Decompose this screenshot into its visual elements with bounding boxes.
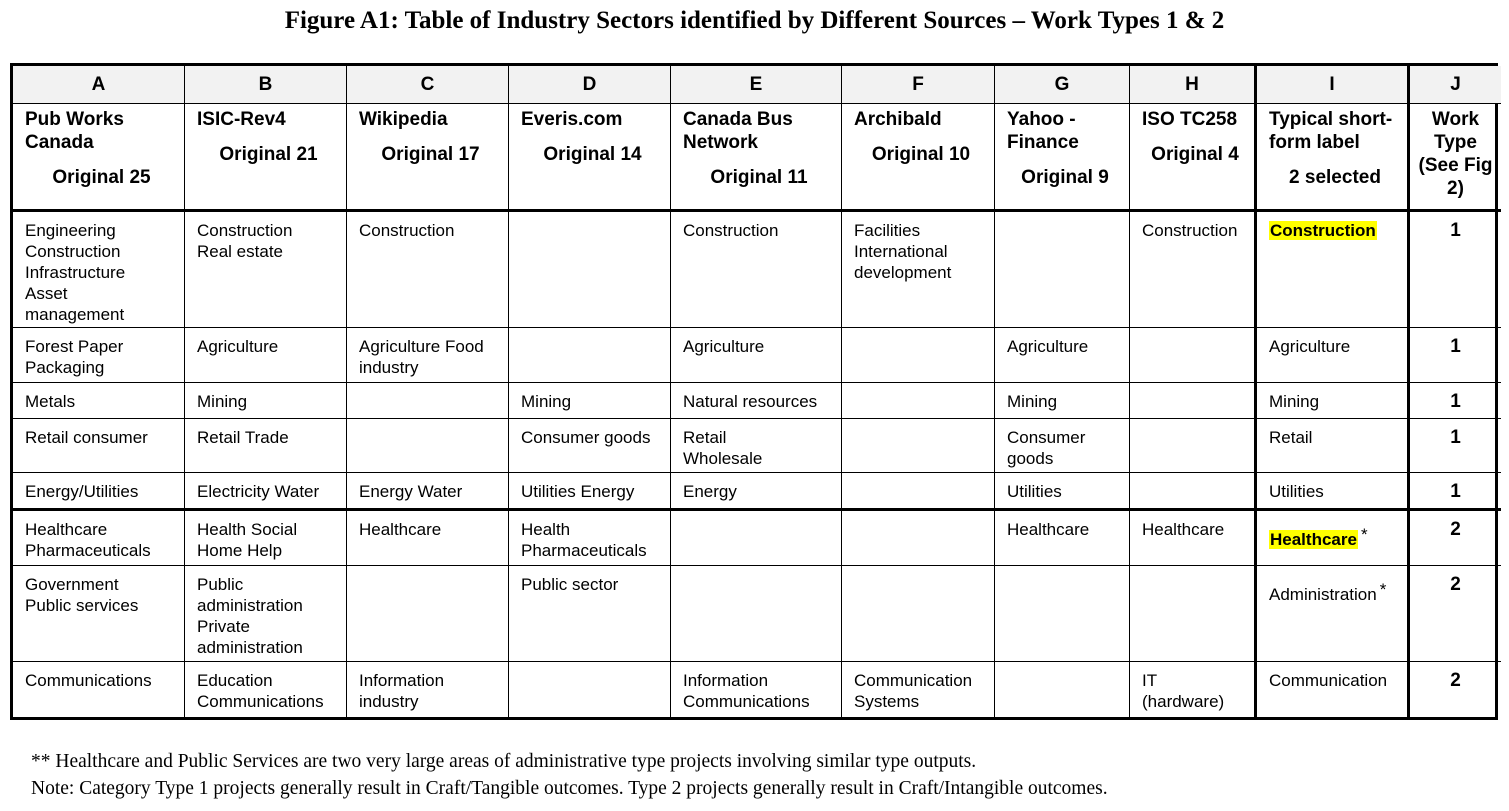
cell-line: IT [1142,671,1158,690]
cell-line: Agriculture [683,337,765,356]
table-cell-e [671,473,842,511]
table-cell-b [185,511,347,566]
table-cell-g [995,511,1130,566]
table-cell-c [347,473,509,511]
column-header-d [509,104,671,212]
short-form-label: Utilities [1269,482,1324,501]
cell-line: Facilities [854,221,921,240]
table-cell-f [842,662,995,720]
cell-line: industry [359,692,419,711]
column-header-i [1257,104,1410,212]
table-cell-a [13,473,185,511]
cell-line: Retail [683,428,727,447]
table-cell-d [509,473,671,511]
cell-line: management [25,305,125,324]
cell-line: Health Social [197,520,298,539]
column-subtitle: 2 selected [1289,167,1381,188]
table-cell-e [671,212,842,328]
cell-line: Healthcare [25,520,108,539]
short-form-label: Construction [1270,221,1376,240]
cell-line: Pharmaceuticals [521,541,647,560]
table-cell-d [509,419,671,473]
table-cell-e [671,328,842,383]
cell-line: Construction [359,221,455,240]
table-cell-j: 1 [1410,212,1501,328]
short-form-label: Agriculture [1269,337,1351,356]
table-cell-f [842,511,995,566]
table-cell-b [185,328,347,383]
cell-line: Forest Paper [25,337,124,356]
cell-line: Engineering [25,221,116,240]
column-subtitle: Original 14 [543,144,642,165]
note-categories [31,775,1491,802]
column-letter-b: B [185,66,347,104]
column-subtitle: Original 9 [1021,167,1109,188]
cell-line: Energy [683,482,737,501]
cell-line: Private [197,617,250,636]
table-cell-e [671,383,842,419]
cell-line: Information [683,671,769,690]
table-cell-g [995,328,1130,383]
cell-line: Communications [25,671,152,690]
table-cell-c [347,566,509,662]
cell-line: Consumer [1007,428,1086,447]
table-cell-a [13,383,185,419]
table-cell-h [1130,328,1257,383]
table-cell-h [1130,566,1257,662]
table-cell-c [347,511,509,566]
table-cell-f [842,212,995,328]
table-cell-h [1130,212,1257,328]
table-cell-g [995,566,1130,662]
column-letter-a: A [13,66,185,104]
table-cell-f [842,383,995,419]
cell-line: Public services [25,596,139,615]
cell-line: Mining [1007,392,1058,411]
short-form-label: Retail [1269,428,1313,447]
footnote-marker: * [1360,525,1368,544]
table-cell-g [995,419,1130,473]
table-cell-d [509,212,671,328]
table-cell-c [347,212,509,328]
table-cell-a [13,566,185,662]
cell-line: Public sector [521,575,619,594]
column-header-c [347,104,509,212]
table-cell-e [671,419,842,473]
column-header-a [13,104,185,212]
column-name: ISIC-Rev4 [197,109,286,130]
column-subtitle: Original 25 [52,167,151,188]
cell-line: industry [359,358,419,377]
table-cell-e [671,566,842,662]
column-letter-c: C [347,66,509,104]
table-cell-j: 1 [1410,328,1501,383]
table-cell-f [842,473,995,511]
cell-line: Construction [1142,221,1238,240]
table-cell-g [995,473,1130,511]
column-subtitle: Original 21 [219,144,318,165]
cell-line: Energy Water [359,482,463,501]
cell-line: Retail consumer [25,428,148,447]
column-name: Pub Works Canada [25,109,124,153]
table-cell-f [842,328,995,383]
table-cell-i [1257,473,1410,511]
cell-line: goods [1007,449,1054,468]
table-cell-i [1257,328,1410,383]
table-cell-i [1257,419,1410,473]
table-cell-i [1257,662,1410,720]
table-cell-h [1130,419,1257,473]
column-name: Everis.com [521,109,623,130]
cell-line: Communication [854,671,973,690]
table-cell-h [1130,383,1257,419]
table-cell-j: 1 [1410,473,1501,511]
column-name: ISO TC258 [1142,109,1238,130]
cell-line: Real estate [197,242,283,261]
cell-line: Information [359,671,445,690]
column-name: Yahoo - Finance [1007,109,1079,153]
cell-line: administration [197,596,303,615]
short-form-label: Mining [1269,392,1320,411]
cell-line: Healthcare [1142,520,1225,539]
cell-line: Mining [521,392,572,411]
column-header-f [842,104,995,212]
table-cell-a [13,662,185,720]
column-letter-f: F [842,66,995,104]
cell-line: Healthcare [1007,520,1090,539]
table-cell-g [995,383,1130,419]
column-letter-d: D [509,66,671,104]
cell-line: Utilities [1007,482,1062,501]
column-letter-i: I [1257,66,1410,104]
cell-line: Packaging [25,358,105,377]
table-cell-b [185,212,347,328]
table-cell-g [995,662,1130,720]
table-cell-j: 1 [1410,383,1501,419]
cell-line: (hardware) [1142,692,1225,711]
note-label: Note [31,778,69,799]
table-cell-d [509,511,671,566]
cell-line: Government [25,575,119,594]
table-cell-i [1257,511,1410,566]
column-letter-h: H [1130,66,1257,104]
note-footnote: ** Healthcare and Public Services are two very large areas of administrative type projects involving similar type outputs. [31,751,977,772]
column-subtitle: Original 10 [871,144,971,165]
table-cell-a [13,328,185,383]
table-cell-h [1130,511,1257,566]
table-cell-g [995,212,1130,328]
cell-line: Construction [25,242,121,261]
table-cell-f [842,566,995,662]
table-cell-a [13,511,185,566]
cell-line: Construction [683,221,779,240]
table-cell-i [1257,383,1410,419]
cell-line: Agriculture [197,337,279,356]
column-header-h [1130,104,1257,212]
cell-line: Infrastructure [25,263,126,282]
short-form-label: Communication [1269,671,1388,690]
cell-line: Communications [683,692,810,711]
cell-line: Communications [197,692,324,711]
table-cell-f [842,419,995,473]
notes [31,748,1491,802]
table-cell-e [671,662,842,720]
column-header-b [185,104,347,212]
column-subtitle: Original 4 [1151,144,1239,165]
cell-line: Construction [197,221,293,240]
column-name: Archibald [854,109,942,130]
short-form-label: Administration [1269,585,1377,604]
industry-sectors-table [10,63,1498,720]
table-cell-e [671,511,842,566]
table-cell-b [185,419,347,473]
column-subtitle: (See Fig 2) [1418,155,1493,199]
cell-line: Pharmaceuticals [25,541,151,560]
table-cell-a [13,419,185,473]
cell-line: Agriculture [1007,337,1089,356]
table-cell-i [1257,212,1410,328]
column-name: Typical short-form label [1269,109,1393,153]
column-name: Work Type [1431,109,1480,153]
cell-line: administration [197,638,303,657]
cell-line: Electricity Water [197,482,320,501]
table-cell-d [509,328,671,383]
table-cell-d [509,566,671,662]
cell-line: Energy/Utilities [25,482,139,501]
table-cell-b [185,662,347,720]
table-cell-b [185,383,347,419]
cell-line: development [854,263,952,282]
cell-line: Natural resources [683,392,818,411]
table-cell-a [13,212,185,328]
table-cell-j: 2 [1410,511,1501,566]
cell-line: Wholesale [683,449,763,468]
cell-line: Systems [854,692,920,711]
table-cell-c [347,328,509,383]
table-cell-c [347,383,509,419]
column-subtitle: Original 17 [381,144,480,165]
table-cell-h [1130,473,1257,511]
table-cell-j: 2 [1450,670,1461,691]
column-letter-g: G [995,66,1130,104]
cell-line: Mining [197,392,248,411]
cell-line: Agriculture Food [359,337,484,356]
table-cell-i [1257,566,1410,662]
cell-line: Public [197,575,244,594]
column-header-j [1410,104,1501,212]
table-cell-c [347,419,509,473]
cell-line: Consumer goods [521,428,651,447]
column-letter-e: E [671,66,842,104]
table-cell-h [1130,662,1257,720]
cell-line: International [854,242,948,261]
column-name: Wikipedia [359,109,448,130]
table-cell-d [509,383,671,419]
table-cell-b [185,473,347,511]
column-subtitle: Original 11 [710,167,808,188]
cell-line: Health [521,520,571,539]
table-cell-b [185,566,347,662]
table-cell-j: 2 [1410,566,1501,662]
footnote-marker: * [1379,580,1387,599]
cell-line: Home Help [197,541,283,560]
table-cell-c [347,662,509,720]
short-form-label: Healthcare [1270,530,1357,549]
column-name: Canada Bus Network [683,109,793,153]
column-header-e [671,104,842,212]
cell-line: Healthcare [359,520,442,539]
cell-line: Asset [25,284,68,303]
column-header-g [995,104,1130,212]
note-text: : Category Type 1 projects generally result in Craft/Tangible outcomes. Type 2 projects generally result in Craft/Intangible outcomes. [68,778,1108,799]
cell-line: Metals [25,392,76,411]
table-cell-d [509,662,671,720]
cell-line: Retail Trade [197,428,289,447]
column-letter-j: J [1410,66,1501,104]
figure-title: Figure A1: Table of Industry Sectors identified by Different Sources – Work Types 1 & 2 [284,7,1225,34]
cell-line: Education [197,671,273,690]
cell-line: Utilities Energy [521,482,635,501]
table-cell-j: 1 [1410,419,1501,473]
